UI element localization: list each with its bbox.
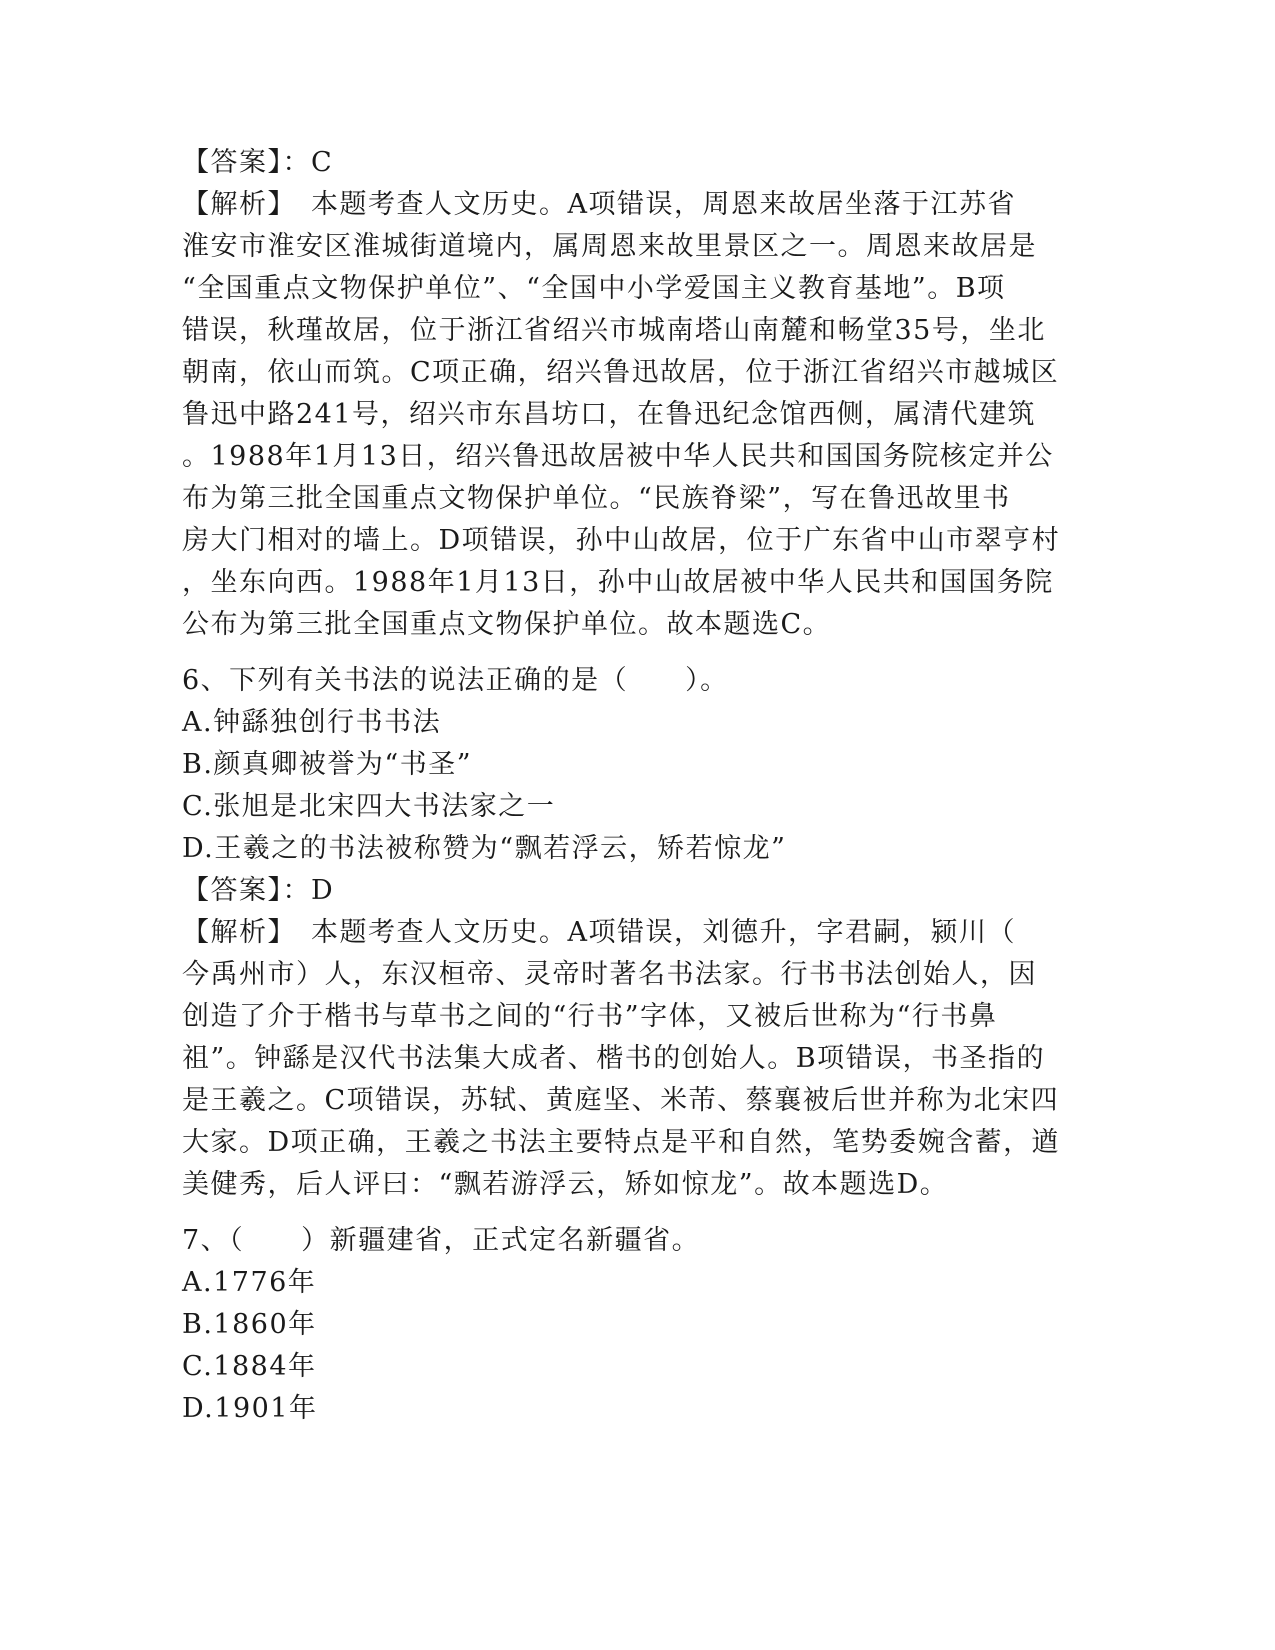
q6-option-d: D.王羲之的书法被称赞为“飘若浮云，矫若惊龙” — [182, 833, 787, 864]
q5-analysis-line: 【解析】 本题考查人文历史。A项错误，周恩来故居坐落于江苏省 — [182, 189, 1016, 220]
q6-option-b: B.颜真卿被誉为“书圣” — [182, 749, 473, 780]
q6-option-a: A.钟繇独创行书书法 — [182, 707, 442, 738]
q6-analysis-line: 是王羲之。C项错误，苏轼、黄庭坚、米芾、蔡襄被后世并称为北宋四 — [182, 1085, 1060, 1116]
q6-answer: 【答案】：D — [182, 875, 335, 906]
q5-analysis-line: ，坐东向西。1988年1月13日，孙中山故居被中华人民共和国国务院 — [182, 567, 1054, 598]
q7-option-d: D.1901年 — [182, 1393, 318, 1424]
q6-analysis — [182, 912, 1082, 1206]
q6-question: 6、下列有关书法的说法正确的是（ ）。 — [182, 665, 729, 696]
q7-option-a: A.1776年 — [182, 1267, 317, 1298]
q5-analysis-line: 公布为第三批全国重点文物保护单位。故本题选C。 — [182, 609, 832, 640]
q5-analysis-line: 房大门相对的墙上。D项错误，孙中山故居，位于广东省中山市翠亨村 — [182, 525, 1061, 556]
q6-analysis-line: 大家。D项正确，王羲之书法主要特点是平和自然，笔势委婉含蓄，遒 — [182, 1127, 1061, 1158]
q7-option-b: B.1860年 — [182, 1309, 317, 1340]
q6-analysis-line: 祖”。钟繇是汉代书法集大成者、楷书的创始人。B项错误，书圣指的 — [182, 1043, 1046, 1074]
q7-block — [182, 1220, 1082, 1430]
q5-analysis-line: 。1988年1月13日，绍兴鲁迅故居被中华人民共和国国务院核定并公 — [182, 441, 1054, 472]
q5-block — [182, 142, 1082, 646]
q5-analysis — [182, 184, 1082, 646]
q6-analysis-line: 创造了介于楷书与草书之间的“行书”字体，又被后世称为“行书鼻 — [182, 1001, 998, 1032]
document-page — [182, 142, 1082, 1430]
q5-analysis-line: 淮安市淮安区淮城街道境内，属周恩来故里景区之一。周恩来故居是 — [182, 231, 1037, 262]
q5-analysis-line: 错误，秋瑾故居，位于浙江省绍兴市城南塔山南麓和畅堂35号，坐北 — [182, 315, 1046, 346]
q7-option-c: C.1884年 — [182, 1351, 317, 1382]
q6-analysis-line: 美健秀，后人评曰：“飘若游浮云，矫如惊龙”。故本题选D。 — [182, 1169, 949, 1200]
q5-analysis-line: 布为第三批全国重点文物保护单位。“民族脊梁”，写在鲁迅故里书 — [182, 483, 1011, 514]
q6-block — [182, 660, 1082, 1206]
q6-analysis-line: 今禹州市）人，东汉桓帝、灵帝时著名书法家。行书书法创始人，因 — [182, 959, 1037, 990]
q6-analysis-line: 【解析】 本题考查人文历史。A项错误，刘德升，字君嗣，颍川（ — [182, 917, 1016, 948]
q7-question: 7、（ ）新疆建省，正式定名新疆省。 — [182, 1225, 701, 1256]
q6-option-c: C.张旭是北宋四大书法家之一 — [182, 791, 556, 822]
q5-analysis-line: “全国重点文物保护单位”、“全国中小学爱国主义教育基地”。B项 — [182, 273, 1006, 304]
q5-analysis-line: 鲁迅中路241号，绍兴市东昌坊口，在鲁迅纪念馆西侧，属清代建筑 — [182, 399, 1037, 430]
q5-answer: 【答案】：C — [182, 147, 334, 178]
q5-analysis-line: 朝南，依山而筑。C项正确，绍兴鲁迅故居，位于浙江省绍兴市越城区 — [182, 357, 1060, 388]
